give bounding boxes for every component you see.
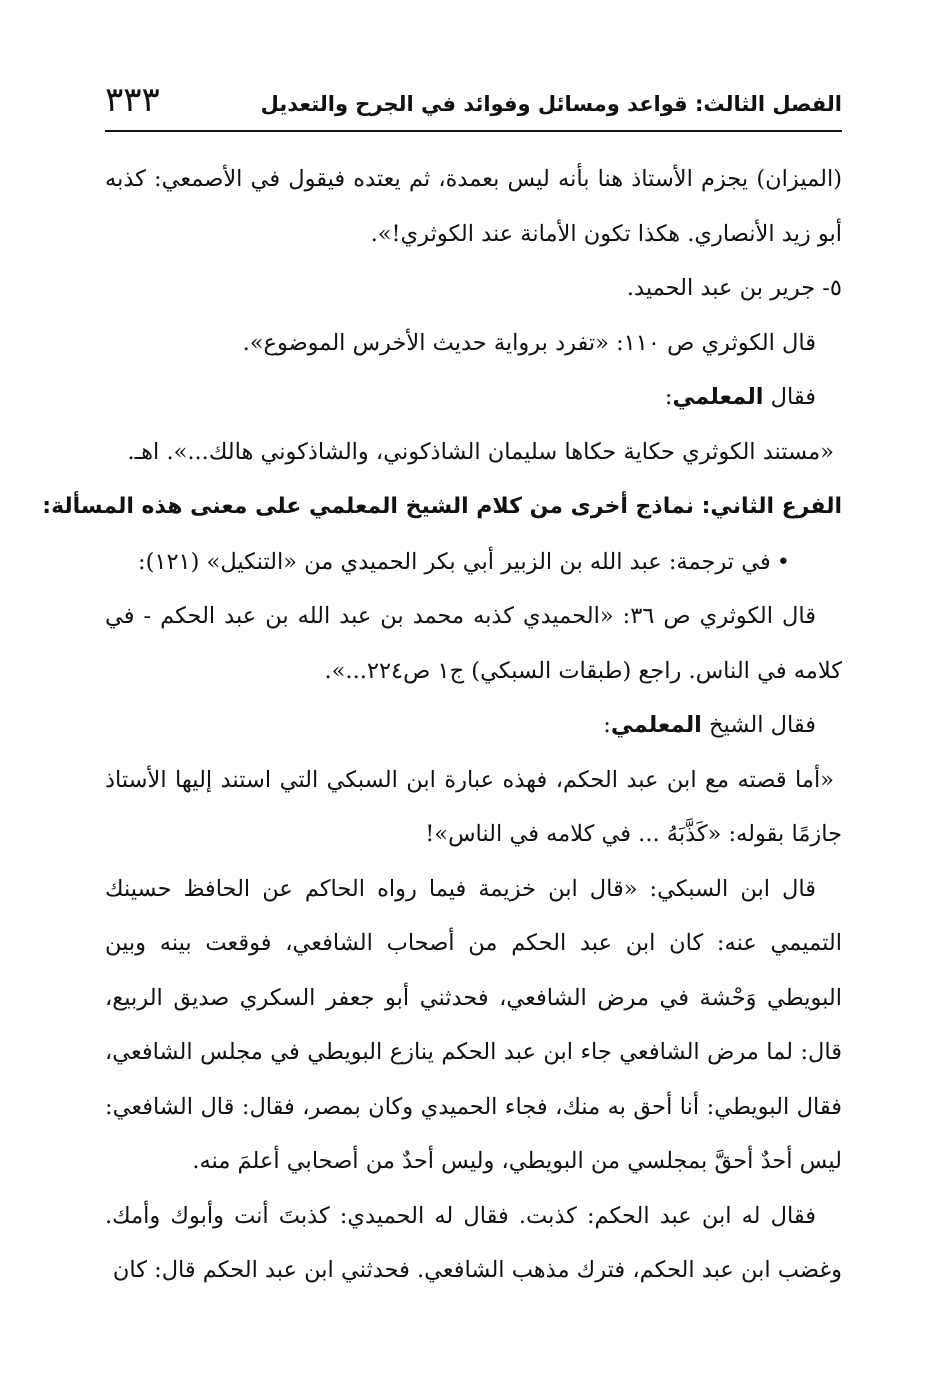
kawthari-quote-paragraph: قال الكوثري ص ١١٠: «تفرد برواية حديث الأخرس الموضوع».: [242, 329, 816, 356]
muallimi-name: المعلمي: [672, 384, 764, 410]
paragraph-continuation: (الميزان) يجزم الأستاذ هنا بأنه ليس بعمدة، ثم يعتده فيقول في الأصمعي: كذبه أبو زيد الأنصاري. هكذا تكون الأمانة عند الكوثري!».: [105, 166, 842, 247]
bullet-paragraph: [105, 535, 842, 590]
muallimi-intro-line: [105, 370, 842, 425]
section-heading-line: [42, 479, 842, 535]
muallimi-response-paragraph: «أما قصته مع ابن عبد الحكم، فهذه عبارة ابن السبكي التي استند إليها الأستاذ جازمًا بقوله: «كَذَّبَهُ ... في كلامه في الناس»!: [105, 766, 842, 847]
shaykh-muallimi-intro-line: [105, 698, 842, 753]
page-number: ٣٣٣: [105, 80, 160, 120]
shaykh-muallimi-name: المعلمي: [610, 712, 702, 738]
bullet-icon: •: [776, 548, 790, 575]
header-rule: [105, 130, 842, 132]
chapter-running-title: الفصل الثالث: قواعد ومسائل وفوائد في الجرح والتعديل: [260, 92, 842, 116]
ibn-abd-al-hakam-paragraph: فقال له ابن عبد الحكم: كذبت. فقال له الحميدي: كذبتَ أنت وأبوك وأمك. وغضب ابن عبد الحكم، فترك مذهب الشافعي. فحدثني ابن عبد الحكم قال: كان: [105, 1202, 842, 1283]
bullet-text: في ترجمة: عبد الله بن الزبير أبي بكر الحميدي من «التنكيل» (١٢١):: [138, 548, 771, 575]
section-heading: الفرع الثاني: نماذج أخرى من كلام الشيخ المعلمي على معنى هذه المسألة:: [42, 494, 842, 519]
kawthari-quote-humaydi: قال الكوثري ص ٣٦: «الحميدي كذبه محمد بن عبد الله بن عبد الحكم - في كلامه في الناس. راجع (طبقات السبكي) ج١ ص٢٢٤...».: [105, 603, 842, 684]
shaykh-intro-prefix: فقال الشيخ: [701, 712, 816, 738]
shaykh-intro-colon: :: [603, 712, 611, 738]
intro-prefix: فقال: [763, 384, 816, 410]
page-body: [42, 152, 842, 1298]
ibn-subki-quote-paragraph: قال ابن السبكي: «قال ابن خزيمة فيما رواه الحاكم عن الحافظ حسينك التميمي عنه: كان ابن عبد الحكم من أصحاب الشافعي، فوقعت بينه وبين البويطي وَحْشة في مرض الشافعي، فحدثني أبو جعفر السكري صديق الربيع، قال: لما مرض الشافعي جاء ابن عبد الحكم ينازع البويطي في مجلس الشافعي، فقال البويطي: أنا أحق به منك، فجاء الحميدي وكان بمصر، فقال: قال الشافعي: ليس أحدٌ أحقَّ بمجلسي من البويطي، وليس أحدٌ من أصحابي أعلمَ منه.: [105, 875, 842, 1174]
numbered-item-5: ٥- جرير بن عبد الحميد.: [626, 275, 842, 301]
intro-colon: :: [664, 384, 673, 410]
running-header: [105, 78, 842, 128]
muallimi-quote: «مستند الكوثري حكاية حكاها سليمان الشاذكوني، والشاذكوني هالك...». اهـ.: [127, 438, 834, 465]
